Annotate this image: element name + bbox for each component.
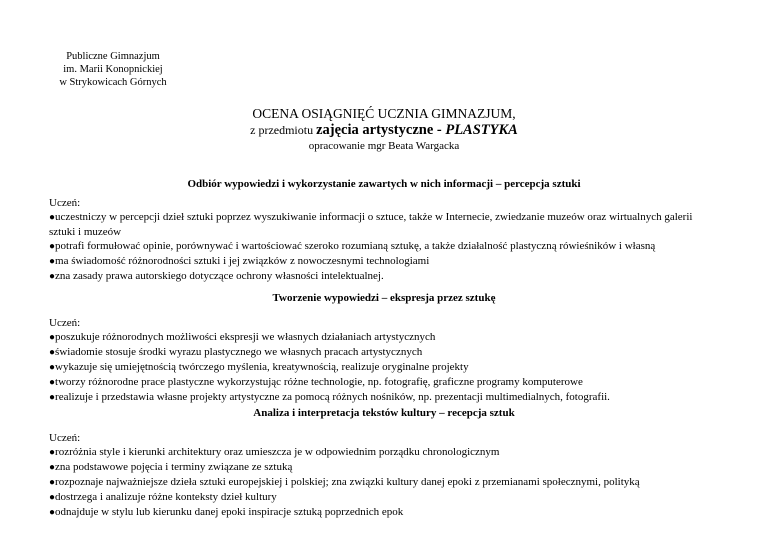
pupil-label: Uczeń: (49, 432, 81, 444)
list-item: ●rozpoznaje najważniejsze dzieła sztuki europejskiej i polskiej; zna związki kultury danej epoki z przemianami społecznymi, polityką (49, 476, 640, 488)
author-line: opracowanie mgr Beata Wargacka (308, 140, 460, 152)
bullet-icon: ● (49, 271, 56, 282)
bullet-icon: ● (49, 507, 56, 518)
pupil-label: Uczeń: (49, 197, 81, 209)
list-item: ●zna zasady prawa autorskiego dotyczące ochrony własności intelektualnej. (49, 270, 384, 282)
section-body-expression (49, 316, 709, 405)
bullet-icon: ● (49, 447, 56, 458)
list-item: ●dostrzega i analizuje różne konteksty dzieł kultury (49, 491, 277, 503)
list-item: ●odnajduje w stylu lub kierunku danej epoki inspiracje sztuką poprzednich epok (49, 506, 404, 518)
section-body-reception (49, 431, 709, 520)
list-item: ●tworzy różnorodne prace plastyczne wykorzystując różne technologie, np. fotografię, graficzne programy komputerowe (49, 376, 583, 388)
list-item: ●ma świadomość różnorodności sztuki i jej związków z nowoczesnymi technologiami (49, 255, 430, 267)
section-body-perception (49, 196, 709, 284)
subject-italic: PLASTYKA (445, 122, 518, 138)
bullet-icon: ● (49, 212, 56, 223)
bullet-icon: ● (49, 241, 56, 252)
bullet-icon: ● (49, 377, 56, 388)
school-line-2: im. Marii Konopnickiej (63, 64, 163, 75)
list-item: ●zna podstawowe pojęcia i terminy związane ze sztuką (49, 461, 293, 473)
bullet-icon: ● (49, 362, 56, 373)
school-line-1: Publiczne Gimnazjum (66, 51, 160, 62)
bullet-icon: ● (49, 392, 56, 403)
bullet-icon: ● (49, 332, 56, 343)
pupil-label: Uczeń: (49, 317, 81, 329)
list-item: ●realizuje i przedstawia własne projekty artystyczne za pomocą różnych nośników, np. prezentacji multimedialnych, fotografii. (49, 391, 610, 403)
school-name (44, 50, 182, 89)
bullet-icon: ● (49, 462, 56, 473)
list-item: ●potrafi formułować opinie, porównywać i wartościować szeroko rozumianą sztukę, a także działalność plastyczną rówieśników i własną (49, 240, 656, 252)
criteria-list (49, 210, 709, 284)
bullet-icon: ● (49, 477, 56, 488)
list-item: ●świadomie stosuje środki wyrazu plastycznego we własnych pracach artystycznych (49, 346, 423, 358)
list-item: ●rozróżnia style i kierunki architektury oraz umieszcza je w odpowiednim porządku chronologicznym (49, 446, 500, 458)
list-item: ●poszukuje różnorodnych możliwości ekspresji we własnych działaniach artystycznych (49, 331, 436, 343)
document-title: OCENA OSIĄGNIĘĆ UCZNIA GIMNAZJUM, (252, 106, 516, 121)
section-title-reception: Analiza i interpretacja tekstów kultury – recepcja sztuk (253, 407, 515, 419)
subject-line (0, 122, 768, 138)
bullet-icon: ● (49, 256, 56, 267)
subject-main: zajęcia artystyczne - (316, 122, 442, 138)
section-title-perception: Odbiór wypowiedzi i wykorzystanie zawartych w nich informacji – percepcja sztuki (187, 178, 581, 190)
subject-name (316, 122, 518, 138)
school-line-3: w Strykowicach Górnych (59, 77, 167, 88)
bullet-icon: ● (49, 492, 56, 503)
bullet-icon: ● (49, 347, 56, 358)
list-item: ●uczestniczy w percepcji dzieł sztuki poprzez wyszukiwanie informacji o sztuce, także w Internecie, zwiedzanie muzeów oraz wirtualnych galerii sztuki i muzeów (49, 211, 693, 238)
section-title-expression: Tworzenie wypowiedzi – ekspresja przez sztukę (272, 292, 496, 304)
list-item: ●wykazuje się umiejętnością twórczego myślenia, kreatywnością, realizuje oryginalne projekty (49, 361, 469, 373)
criteria-list (49, 445, 709, 520)
subject-prefix: z przedmiotu (250, 123, 314, 137)
criteria-list (49, 330, 709, 405)
